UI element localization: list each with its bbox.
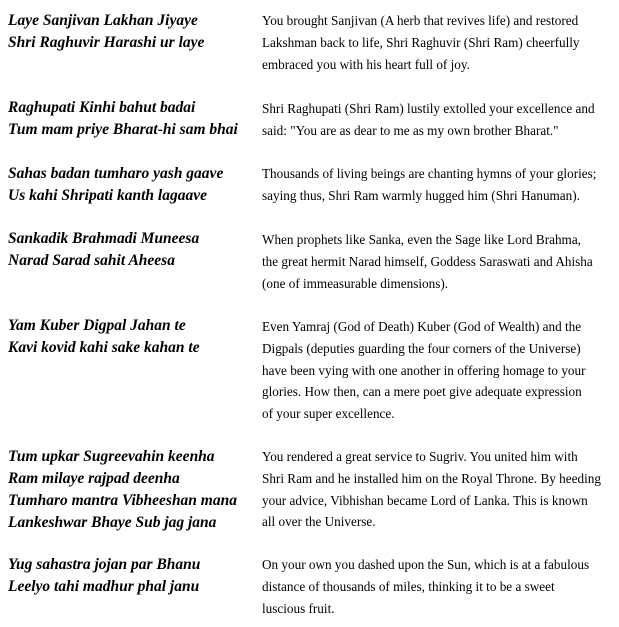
translation-line: When prophets like Sanka, even the Sage like Lord Brahma,	[262, 232, 581, 247]
verse-block	[8, 315, 248, 359]
verse-line: Tumharo mantra Vibheeshan mana	[8, 492, 237, 509]
translation-block	[262, 163, 612, 207]
translation-block	[262, 10, 612, 75]
translation-line: luscious fruit.	[262, 600, 335, 616]
verse-line: Sankadik Brahmadi Muneesa	[8, 230, 200, 247]
verse-line: Sahas badan tumharo yash gaave	[8, 165, 224, 182]
translation-block	[262, 98, 612, 142]
translation-line: glories. How then, can a mere poet give adequate expression	[262, 384, 582, 400]
translation-line: embraced you with his heart full of joy.	[262, 56, 470, 72]
translation-line: your advice, Vibhishan became Lord of Lanka. This is known	[262, 492, 588, 508]
translation-line: Shri Raghupati (Shri Ram) lustily extolled your excellence and	[262, 101, 595, 116]
translation-line: saying thus, Shri Ram warmly hugged him (Shri Hanuman).	[262, 187, 580, 203]
translation-block	[262, 229, 612, 294]
verse-block	[8, 10, 248, 54]
verse-block	[8, 228, 248, 272]
verse-block	[8, 97, 248, 141]
verse-block	[8, 163, 248, 207]
verse-line: Lankeshwar Bhaye Sub jag jana	[8, 514, 217, 531]
verse-block	[8, 554, 248, 598]
verse-block	[8, 446, 248, 534]
verse-line: Leelyo tahi madhur phal janu	[8, 578, 200, 595]
translation-line: Lakshman back to life, Shri Raghuvir (Shri Ram) cheerfully	[262, 34, 580, 50]
translation-line: the great hermit Narad himself, Goddess Saraswati and Ahisha	[262, 253, 593, 269]
translation-line: have been vying with one another in offering homage to your	[262, 362, 586, 378]
translation-line: Digpals (deputies guarding the four corners of the Universe)	[262, 340, 581, 356]
verse-line: Yam Kuber Digpal Jahan te	[8, 317, 186, 334]
verse-line: Narad Sarad sahit Aheesa	[8, 252, 175, 269]
verse-line: Laye Sanjivan Lakhan Jiyaye	[8, 12, 198, 29]
translation-block	[262, 446, 612, 533]
translation-line: (one of immeasurable dimensions).	[262, 275, 449, 291]
translation-line: Even Yamraj (God of Death) Kuber (God of Wealth) and the	[262, 319, 582, 334]
verse-line: Us kahi Shripati kanth lagaave	[8, 187, 207, 204]
verse-line: Yug sahastra jojan par Bhanu	[8, 556, 201, 573]
translation-line: all over the Universe.	[262, 514, 376, 530]
translation-block	[262, 554, 612, 619]
verse-line: Raghupati Kinhi bahut badai	[8, 99, 196, 116]
translation-line: On your own you dashed upon the Sun, which is at a fabulous	[262, 557, 590, 572]
translation-line: Shri Ram and he installed him on the Royal Throne. By heeding	[262, 470, 601, 486]
translation-line: You brought Sanjivan (A herb that revives life) and restored	[262, 13, 579, 28]
translation-line: said: "You are as dear to me as my own brother Bharat."	[262, 122, 559, 138]
verse-line: Tum upkar Sugreevahin keenha	[8, 448, 215, 465]
verse-line: Ram milaye rajpad deenha	[8, 470, 180, 487]
verse-line: Tum mam priye Bharat-hi sam bhai	[8, 121, 238, 138]
translation-block	[262, 316, 612, 425]
translation-line: distance of thousands of miles, thinking it to be a sweet	[262, 578, 555, 594]
translation-line: Thousands of living beings are chanting hymns of your glories;	[262, 166, 597, 181]
verse-line: Shri Raghuvir Harashi ur laye	[8, 34, 205, 51]
translation-line: of your super excellence.	[262, 406, 395, 422]
verse-line: Kavi kovid kahi sake kahan te	[8, 339, 200, 356]
translation-line: You rendered a great service to Sugriv. You united him with	[262, 449, 578, 464]
